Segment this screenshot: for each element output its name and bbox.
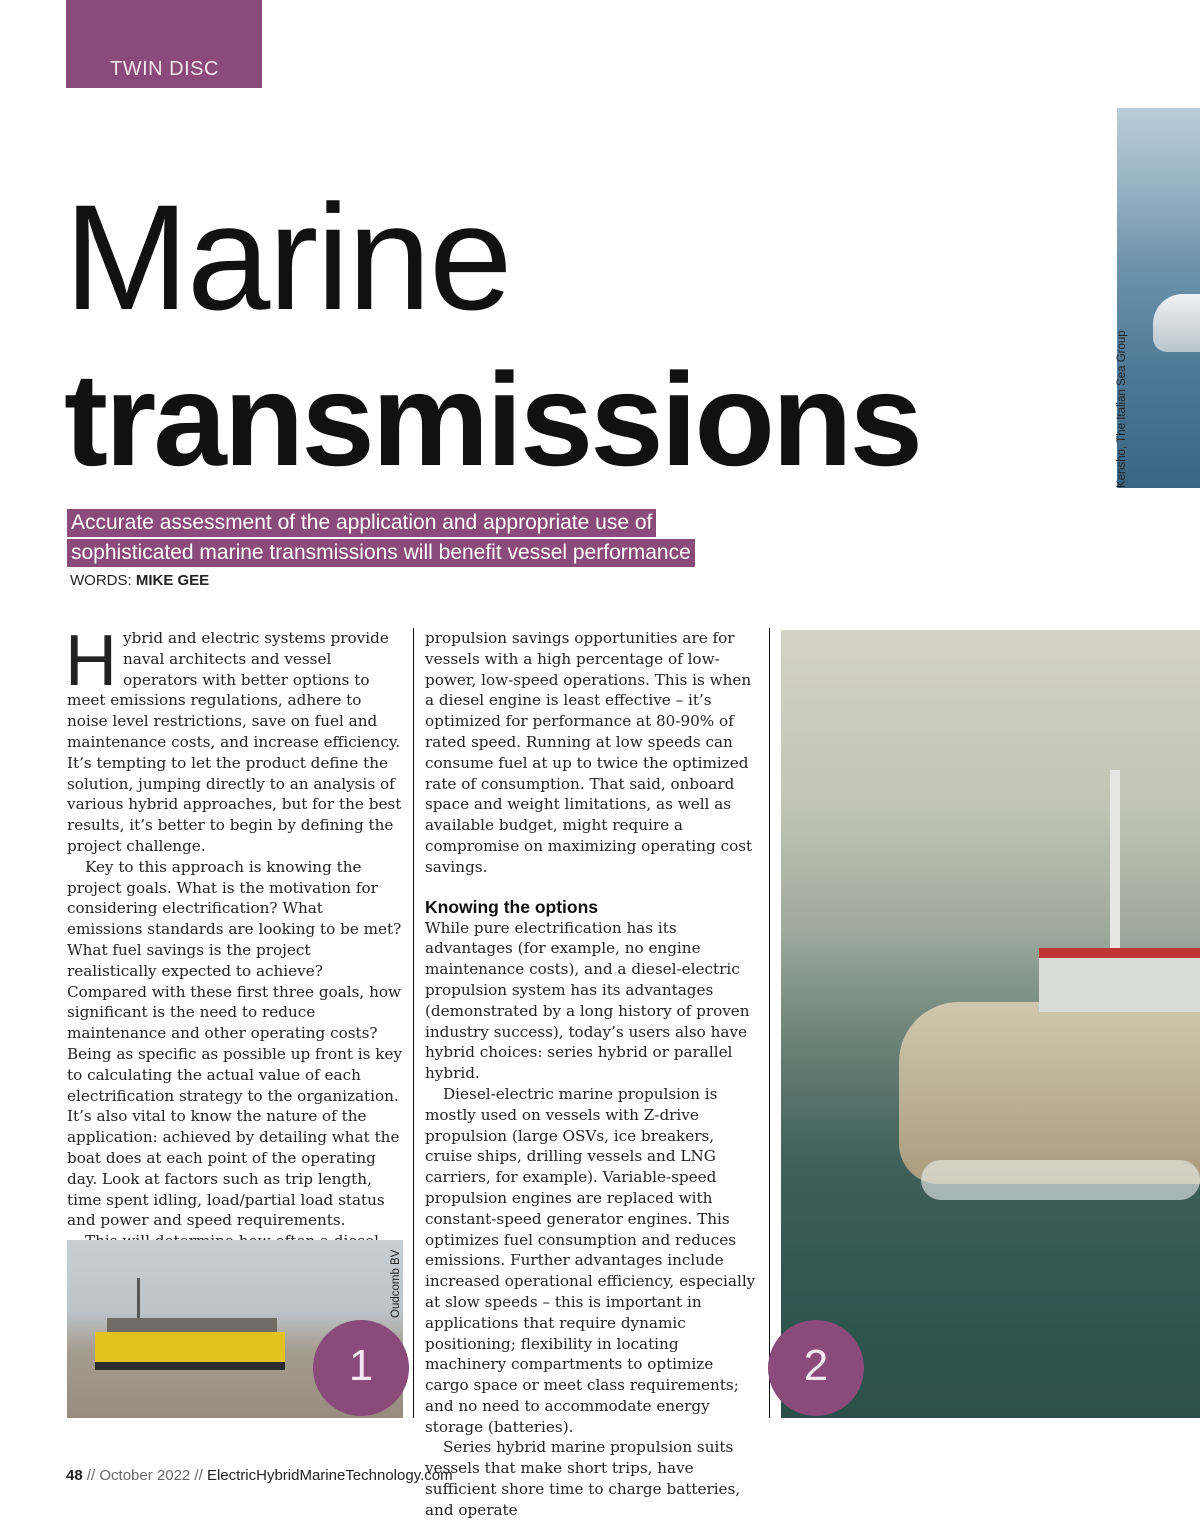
standfirst-line-1: Accurate assessment of the application and appropriate use of <box>67 509 656 537</box>
figure-number-badge: 2 <box>768 1320 864 1416</box>
paragraph: propulsion savings opportunities are for vessels with a high percentage of low-power, low-speed operations. This is when a diesel engine is least effective – it’s optimized for performance at 80-90% of rated speed. Running at low speeds can consume fuel at up to twice the optimized rate of consumption. That said, onboard space and weight limitations, as well as available budget, might require a compromise on maximizing operating cost savings. <box>425 629 753 876</box>
column-divider <box>413 628 414 1418</box>
vessel-mast-shape <box>1110 770 1120 950</box>
tanker-hull-shape <box>95 1332 285 1370</box>
section-tab <box>66 0 262 88</box>
footer-separator: // <box>82 1467 100 1484</box>
paragraph-text: ybrid and electric systems provide naval architects and vessel operators with better options to meet emissions regulations, adhere to noise level restrictions, save on fuel and maintenance costs, and increase efficiency. It’s tempting to let the product define the solution, jumping directly to an analysis of various hybrid approaches, but for the best results, it’s better to begin by defining the project challenge. <box>67 629 402 855</box>
footer-separator: // <box>190 1467 207 1484</box>
website: ElectricHybridMarineTechnology.com <box>206 1467 453 1484</box>
yacht-photo <box>1117 108 1200 488</box>
standfirst <box>67 509 787 569</box>
body-column-1 <box>65 621 403 1273</box>
standfirst-line-2: sophisticated marine transmissions will benefit vessel performance <box>67 539 695 567</box>
figure-number-badge: 1 <box>313 1320 409 1416</box>
page-number: 48 <box>66 1467 83 1484</box>
page-footer <box>66 1467 453 1484</box>
vessel-wake-shape <box>921 1160 1200 1200</box>
yacht-hull-shape <box>1153 294 1200 352</box>
photo-credit-yacht: Kensho, The Italian Sea Group <box>1116 330 1128 488</box>
subheading: Knowing the options <box>425 896 599 917</box>
vessel-bridge-shape <box>1039 948 1200 1012</box>
column-divider <box>769 628 770 1418</box>
paragraph: Key to this approach is knowing the project goals. What is the motivation for considering electrification? What emissions standards are looking to be met? What fuel savings is the project realistically expected to achieve? Compared with these first three goals, how significant is the need to reduce maintenance and other operating costs? Being as specific as possible up front is key to calculating the actual value of each electrification strategy to the organization. It’s also vital to know the nature of the application: achieved by detailing what the boat does at each point of the operating day. Look at factors such as trip length, time spent idling, load/partial load status and power and speed requirements. <box>67 857 403 1230</box>
section-label: TWIN DISC <box>110 58 219 80</box>
issue-date: October 2022 <box>99 1467 191 1484</box>
headline-line-2: transmissions <box>64 346 920 493</box>
tanker-deck-shape <box>107 1318 277 1332</box>
paragraph: Series hybrid marine propulsion suits vessels that make short trips, have sufficient shore time to charge batteries, and operate <box>425 1438 741 1519</box>
vessel-photo <box>781 630 1200 1418</box>
body-column-2 <box>425 628 759 1521</box>
drop-cap: H <box>65 621 117 701</box>
paragraph: While pure electrification has its advantages (for example, no engine maintenance costs), and a diesel-electric propulsion system has its advantages (demonstrated by a long history of proven industry success), today’s users also have hybrid choices: series hybrid or parallel hybrid. <box>425 918 750 1083</box>
paragraph: Diesel-electric marine propulsion is mostly used on vessels with Z-drive propulsion (large OSVs, ice breakers, cruise ships, drilling vessels and LNG carriers, for example). Variable-speed propulsion engines are replaced with constant-speed generator engines. This optimizes fuel consumption and reduces emissions. Further advantages include increased operational efficiency, especially at slow speeds – this is important in applications that require dynamic positioning; flexibility in locating machinery compartments to optimize cargo space or meet class requirements; and no need to accommodate energy storage (batteries). <box>425 1084 756 1436</box>
paragraph <box>65 621 403 857</box>
byline-label: WORDS: <box>70 572 132 589</box>
photo-credit-tanker: Oudcomb BV <box>390 1249 402 1318</box>
vessel-hull-shape <box>899 1002 1200 1184</box>
byline-author: MIKE GEE <box>135 572 210 589</box>
headline-line-1: Marine <box>64 173 511 341</box>
byline <box>70 572 209 589</box>
